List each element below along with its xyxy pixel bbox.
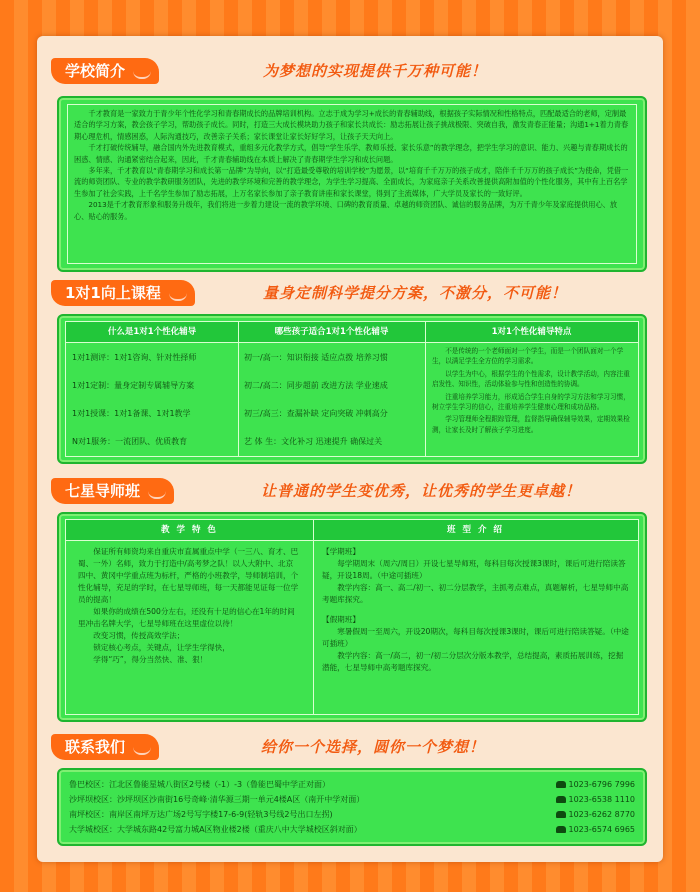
school-intro-slogan: 为梦想的实现提供千万种可能！ — [263, 62, 488, 80]
col1-row: 1对1授课：1对1备课、1对1教学 — [72, 409, 191, 418]
col1-row: 1对1定制：量身定制专属辅导方案 — [72, 381, 195, 390]
intro-paragraph: 2013是千才教育形象和服务升级年，我们将进一步着力建设一流的教学环境、口碑的教育质量、卓越的师资团队、诚信的服务品牌，为万千青少年及家庭提供用心、放心、贴心的服务。 — [74, 200, 618, 221]
phone-icon — [556, 781, 566, 788]
feature-paragraph: 学得“巧”，得分当然快、准、狠！ — [93, 655, 208, 664]
campus-phone — [556, 778, 635, 792]
campus-row — [69, 808, 635, 822]
seven-star-title: 七星导师班 — [51, 478, 174, 504]
feature-paragraph: 保证所有师资均来自重庆市直属重点中学（一三八、育才、巴蜀、一外）名师，致力于打造中/高考梦之队！以人大附中、北京四中、黄冈中学重点班为标杆，严格的小班教学，导师制培训，个性化辅导，充足的学时，在七星导师班，每一天都能见证每一位学员的提高！ — [78, 547, 299, 604]
col2-row: 艺 体 生：文化补习 迅速提升 确保过关 — [244, 437, 383, 446]
holiday-class-title: 【假期班】 — [322, 615, 360, 624]
campus-address: 鲁巴校区：江北区鲁能星城八街区2号楼（-1）-3（鲁能巴蜀中学正对面） — [69, 780, 331, 789]
one-on-one-box — [57, 314, 647, 464]
table-header-features: 1对1个性化辅导特点 — [425, 322, 638, 342]
campus-address: 南坪校区：南岸区南坪万达广场2号写字楼17-6-9(轻轨3号线2号出口左拐) — [69, 810, 333, 819]
seven-star-header — [51, 478, 651, 506]
feature-item: 以学生为中心，根据学生的个性需求，设计教学活动，内容注重启发性、知识性，活动体验参与性和创造性的协调。 — [432, 369, 630, 389]
contact-header — [51, 734, 651, 762]
table-divider — [66, 540, 638, 541]
one-on-one-table — [65, 321, 639, 457]
campus-row — [69, 778, 635, 792]
feature-item: 注重培养学习能力，形成适合学生自身的学习方法和学习习惯，树立学生学习的信心，注重培养学生健康心理和成功品格。 — [432, 392, 630, 412]
col1-row: 1对1测评：1对1咨询、针对性择师 — [72, 353, 197, 362]
phone-number: 1023-6574 6965 — [568, 825, 635, 834]
col2-row: 初一/高一：知识衔接 适应点拨 培养习惯 — [244, 353, 388, 362]
feature-item: 不是传统的一个老师面对一个学生，而是一个团队面对一个学生，以满足学生全方位的学习需求。 — [432, 347, 624, 366]
table-header-who: 哪些孩子适合1对1个性化辅导 — [238, 322, 426, 342]
term-class-paragraph: 教学内容：高一、高二/初一、初二分层教学，主抓考点难点，真题解析，七星导师中高考题库探究。 — [322, 583, 629, 604]
contact-box — [57, 768, 647, 846]
class-types-text — [322, 546, 630, 674]
teaching-features-header: 教 学 特 色 — [66, 520, 314, 540]
brochure-page — [37, 36, 663, 862]
school-intro-text — [67, 104, 637, 264]
class-types-header: 班 型 介 绍 — [313, 520, 638, 540]
term-class-title: 【学期班】 — [322, 547, 360, 556]
one-on-one-title: 1对1向上课程 — [51, 280, 195, 306]
campus-address: 大学城校区：大学城东路42号富力城A区物业楼2楼（重庆八中大学城校区斜对面） — [69, 825, 362, 834]
seven-star-box — [57, 512, 647, 722]
teaching-features-text — [78, 546, 300, 666]
campus-row — [69, 823, 635, 837]
school-intro-header — [51, 58, 651, 86]
phone-icon — [556, 811, 566, 818]
table-header-what: 什么是1对1个性化辅导 — [66, 322, 239, 342]
col2-row: 初二/高二：同步超前 改进方法 学业速成 — [244, 381, 388, 390]
campus-phone — [556, 793, 635, 807]
phone-number: 1023-6262 8770 — [568, 810, 635, 819]
col1-row: N对1服务：一流团队、优质教育 — [72, 437, 188, 446]
holiday-class-paragraph: 教学内容：高一/高二，初一/初二分层次分版本教学，总结提高，素质拓展训练，挖掘潜能，七星导师中高考题库探究。 — [322, 651, 624, 672]
table-divider — [66, 342, 638, 343]
phone-number: 1023-6796 7996 — [568, 780, 635, 789]
feature-paragraph: 如果你的成绩在500分左右，还没有十足的信心在1年的时间里冲击名牌大学，七星导师班在这里虚位以待！ — [78, 607, 295, 628]
contact-title: 联系我们 — [51, 734, 159, 760]
table-divider — [313, 520, 314, 714]
feature-paragraph: 锁定核心考点，关键点，让学生学得快， — [93, 643, 230, 652]
school-intro-title: 学校简介 — [51, 58, 159, 84]
campus-address: 沙坪坝校区：沙坪坝区沙南街16号奇峰·清华源三期一单元4楼A区（南开中学对面） — [69, 795, 365, 804]
campus-row — [69, 793, 635, 807]
intro-paragraph: 千才教育是一家致力于青少年个性化学习和青春期成长的品牌培训机构。立志于成为学习+成长的青春辅助线，根据孩子实际情况和性格特点，匹配最适合的老师，定制最适合的学习方案，教会孩子学习，帮助孩子成长。同时，打造三大成长模块助力孩子和家长共成长：励志拓展让孩子挑战极限、突破自我，激发青春正能量；沟通1+1着力青春期心理危机，情感困惑，人际沟通技巧，改善亲子关系；家长课堂让家长好好学习，让孩子天天向上。 — [74, 109, 629, 141]
holiday-class-paragraph: 寒暑假周一至周六，开设20期次，每科目每次授课3课时，课后可进行陪读答疑。（中途可插班） — [322, 627, 629, 648]
intro-paragraph: 多年来，千才教育以“青春期学习和成长第一品牌”为导向，以“打造最受尊敬的培训学校”为愿景，以“培育千千万万的孩子成才，陪伴千千万万的孩子成长”为使命，凭借一流的师资团队、专业的教学教研服务团队，先进的教学环境和完善的教学理念，为学生学习提高、全面成长，为家庭亲子关系改善提供高附加值的个性化服务，其中有上百名学生参加了社会实践，上千名学生参加了励志拓展，上万名家长参加了亲子教育讲座和家长课堂，得到了主流媒体，广大学员及家长的一致好评。 — [74, 166, 629, 198]
phone-icon — [556, 826, 566, 833]
term-class-paragraph: 每学期周末（周六/周日）开设七星导师班，每科目每次授课3课时，课后可进行陪读答疑，开设18周。（中途可插班） — [322, 559, 626, 580]
phone-icon — [556, 796, 566, 803]
school-intro-box — [57, 96, 647, 272]
features-text — [432, 346, 632, 435]
campus-phone — [556, 808, 635, 822]
feature-paragraph: 改变习惯，传授高效学法； — [93, 631, 185, 640]
col2-row: 初三/高三：查漏补缺 定向突破 冲刺高分 — [244, 409, 388, 418]
phone-number: 1023-6538 1110 — [568, 795, 635, 804]
seven-star-slogan: 让普通的学生变优秀，让优秀的学生更卓越！ — [261, 482, 582, 500]
intro-paragraph: 千才打破传统辅导，融合国内外先进教育模式，重组多元化教学方式，倡导“学生乐学、教师乐授、家长乐意”的教学理念，把学生学习的意识、能力、兴趣与青春期成长的困惑、情感、沟通紧密结合起来，因此，千才青春辅助线在本质上解决了青春期学生学习和成长问题。 — [74, 143, 628, 164]
feature-item: 学习管理师全程跟踪管理，监督指导确保辅导效果，定期效果检测，让家长及时了解孩子学习进度。 — [432, 415, 630, 434]
campus-phone — [556, 823, 635, 837]
seven-star-table — [65, 519, 639, 715]
one-on-one-slogan: 量身定制科学提分方案，不激分，不可能！ — [263, 284, 568, 302]
one-on-one-header — [51, 280, 651, 308]
contact-slogan: 给你一个选择，圆你一个梦想！ — [261, 738, 486, 756]
